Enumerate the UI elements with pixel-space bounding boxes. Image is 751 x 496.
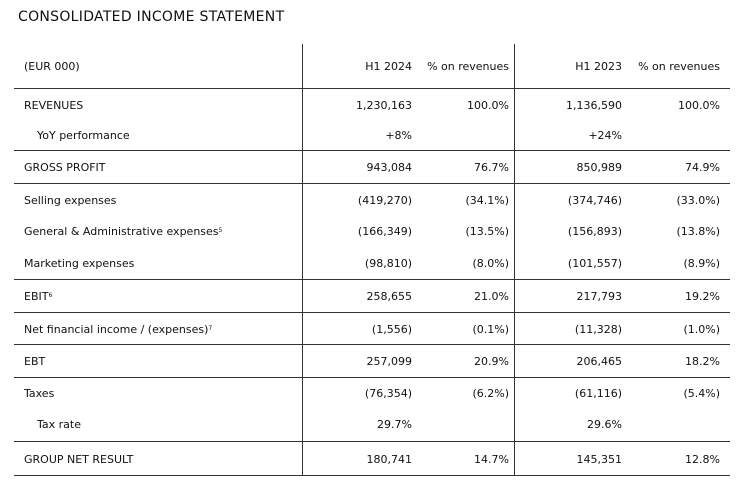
value-pct-2024: [409, 408, 509, 441]
value-pct-2024: [409, 247, 509, 279]
table-row: [14, 183, 730, 216]
table-row: [14, 377, 730, 409]
row-label: [24, 89, 304, 121]
value-pct-2023-text: 74.9%: [685, 161, 720, 174]
header-pct-2024: % on revenues: [427, 59, 509, 73]
value-h1-2023-text: 1,136,590: [566, 98, 622, 112]
value-pct-2023-text: 100.0%: [678, 98, 720, 112]
row-label-text: EBT: [24, 355, 46, 368]
value-h1-2023-text: (61,116): [574, 387, 622, 400]
value-pct-2024-text: 14.7%: [474, 453, 509, 466]
header-label: (EUR 000): [24, 59, 80, 73]
row-label: [24, 215, 304, 247]
value-h1-2023: [522, 313, 622, 345]
row-label-text: EBIT: [24, 290, 49, 303]
value-pct-2024: [409, 215, 509, 247]
value-h1-2024-text: 1,230,163: [356, 98, 412, 112]
header-pct-2023: % on revenues: [638, 59, 720, 73]
row-label-text: GROSS PROFIT: [24, 161, 106, 174]
value-h1-2023: [522, 151, 622, 184]
value-h1-2024-text: 180,741: [366, 453, 412, 466]
footnote-marker: 7: [208, 324, 213, 332]
header-h1-2023: H1 2023: [575, 59, 622, 73]
header-h1-2024: H1 2024: [365, 59, 412, 73]
value-pct-2023: [620, 151, 720, 184]
value-pct-2023: [620, 345, 720, 378]
row-label: [24, 313, 304, 345]
table-row: [14, 344, 730, 378]
value-h1-2023: [522, 247, 622, 279]
value-pct-2024: [409, 280, 509, 313]
value-h1-2024: [312, 442, 412, 477]
value-pct-2024-text: (6.2%): [472, 387, 509, 400]
value-pct-2024: [409, 442, 509, 477]
table-row: [14, 279, 730, 313]
table-bottom-rule: [14, 475, 730, 476]
footnote-marker: 5: [218, 226, 223, 234]
value-pct-2023: [620, 120, 720, 150]
value-pct-2023: [620, 215, 720, 247]
value-pct-2024-text: (34.1%): [465, 193, 509, 207]
value-h1-2024: [312, 408, 412, 441]
value-h1-2024: [312, 151, 412, 184]
table-row: [14, 120, 730, 150]
value-h1-2024-text: (76,354): [364, 387, 412, 400]
table-row: [14, 408, 730, 441]
value-h1-2023-text: +24%: [588, 128, 622, 142]
row-label-text: GROUP NET RESULT: [24, 453, 134, 466]
table-header-row: [14, 44, 730, 88]
value-pct-2024: [409, 313, 509, 345]
row-label-text: Tax rate: [37, 418, 81, 431]
value-pct-2024-text: (13.5%): [465, 224, 509, 238]
value-h1-2024-text: (98,810): [364, 256, 412, 270]
value-pct-2023-text: 19.2%: [685, 290, 720, 303]
footnote-marker: 6: [48, 292, 53, 299]
value-h1-2023-text: 145,351: [576, 453, 622, 466]
row-label-text: Selling expenses: [24, 193, 117, 207]
row-label: [24, 184, 304, 216]
value-h1-2024: [312, 280, 412, 313]
value-pct-2023: [620, 184, 720, 216]
row-label: [24, 442, 304, 477]
value-h1-2023: [522, 184, 622, 216]
value-pct-2023: [620, 408, 720, 441]
value-h1-2023-text: 850,989: [576, 161, 622, 174]
value-pct-2024-text: 21.0%: [474, 290, 509, 303]
value-h1-2024: [312, 215, 412, 247]
value-h1-2023: [522, 215, 622, 247]
value-pct-2023-text: 18.2%: [685, 355, 720, 368]
value-h1-2024: [312, 345, 412, 378]
value-h1-2023-text: (156,893): [567, 224, 622, 238]
table-row: [14, 247, 730, 279]
table-row: [14, 150, 730, 184]
value-h1-2024: [312, 313, 412, 345]
value-h1-2024-text: 258,655: [366, 290, 412, 303]
value-h1-2023-text: 29.6%: [587, 418, 622, 431]
value-h1-2023-text: (374,746): [567, 193, 622, 207]
value-pct-2023-text: (5.4%): [683, 387, 720, 400]
value-pct-2023-text: (13.8%): [676, 224, 720, 238]
table-row: [14, 88, 730, 121]
value-h1-2024: [312, 378, 412, 409]
value-pct-2024: [409, 378, 509, 409]
value-pct-2023: [620, 313, 720, 345]
value-pct-2023-text: 12.8%: [685, 453, 720, 466]
page-title: CONSOLIDATED INCOME STATEMENT: [18, 9, 285, 25]
value-pct-2023: [620, 89, 720, 121]
value-pct-2024: [409, 120, 509, 150]
value-h1-2024-text: 29.7%: [377, 418, 412, 431]
income-statement-table: [14, 44, 730, 476]
value-h1-2023-text: 206,465: [576, 355, 622, 368]
value-pct-2023: [620, 247, 720, 279]
value-pct-2024-text: (8.0%): [472, 256, 509, 270]
value-pct-2023-text: (1.0%): [683, 322, 720, 336]
value-h1-2024-text: (1,556): [371, 322, 412, 336]
value-pct-2023: [620, 378, 720, 409]
value-h1-2024-text: 257,099: [366, 355, 412, 368]
table-row: [14, 441, 730, 477]
value-h1-2023: [522, 442, 622, 477]
value-pct-2023: [620, 280, 720, 313]
row-label: [24, 151, 304, 184]
value-h1-2023: [522, 408, 622, 441]
row-label: [24, 345, 304, 378]
value-h1-2024: [312, 247, 412, 279]
value-pct-2023-text: (8.9%): [683, 256, 720, 270]
value-h1-2023-text: (101,557): [567, 256, 622, 270]
value-pct-2024: [409, 345, 509, 378]
value-h1-2024-text: (419,270): [357, 193, 412, 207]
value-h1-2023: [522, 89, 622, 121]
row-label: [37, 408, 317, 441]
value-pct-2024: [409, 89, 509, 121]
value-h1-2023: [522, 345, 622, 378]
value-pct-2024: [409, 184, 509, 216]
value-h1-2023-text: (11,328): [574, 322, 622, 336]
value-pct-2024-text: (0.1%): [472, 322, 509, 336]
value-h1-2024-text: +8%: [385, 128, 412, 142]
table-row: [14, 215, 730, 247]
value-pct-2024-text: 100.0%: [467, 98, 509, 112]
row-label-text: Marketing expenses: [24, 256, 135, 270]
row-label-text: General & Administrative expenses: [24, 224, 219, 238]
row-label: [37, 120, 317, 150]
value-pct-2024-text: 20.9%: [474, 355, 509, 368]
value-pct-2023-text: (33.0%): [676, 193, 720, 207]
value-h1-2024-text: 943,084: [366, 161, 412, 174]
value-h1-2023: [522, 280, 622, 313]
value-pct-2024-text: 76.7%: [474, 161, 509, 174]
value-h1-2023-text: 217,793: [576, 290, 622, 303]
value-pct-2024: [409, 151, 509, 184]
value-pct-2023: [620, 442, 720, 477]
value-h1-2024: [312, 184, 412, 216]
row-label-text: REVENUES: [24, 98, 84, 112]
row-label: [24, 247, 304, 279]
value-h1-2024-text: (166,349): [357, 224, 412, 238]
value-h1-2023: [522, 120, 622, 150]
row-label: [24, 378, 304, 409]
row-label-text: Net financial income / (expenses): [24, 322, 209, 336]
value-h1-2024: [312, 89, 412, 121]
row-label-text: Taxes: [24, 387, 55, 400]
row-label-text: YoY performance: [37, 128, 130, 142]
row-label: [24, 280, 304, 313]
value-h1-2023: [522, 378, 622, 409]
value-h1-2024: [312, 120, 412, 150]
table-row: [14, 312, 730, 345]
